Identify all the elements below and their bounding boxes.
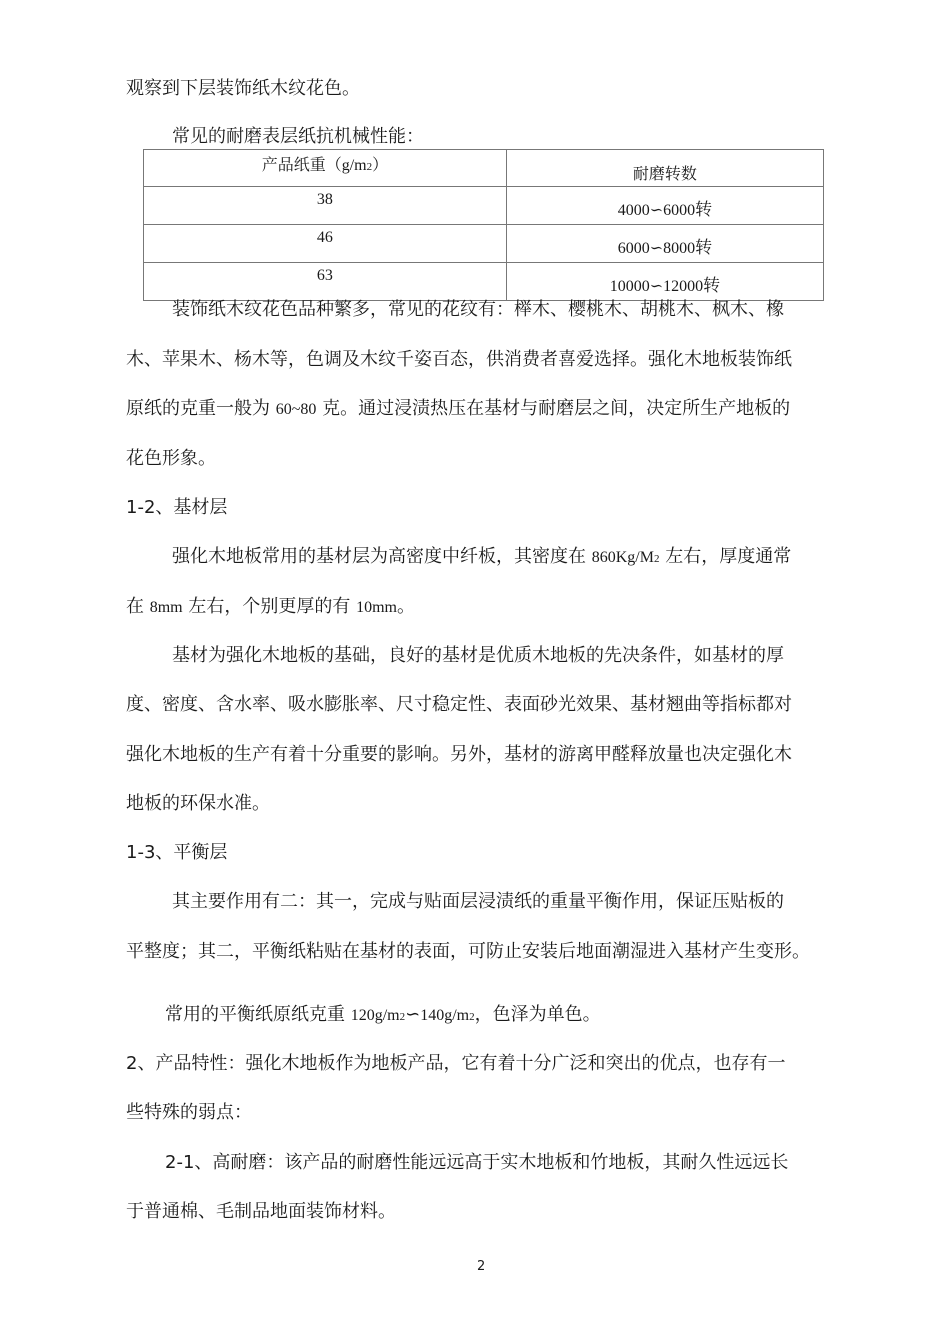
table-cell-weight: 38 [144, 187, 507, 225]
paragraph-line: 花色形象。 [126, 448, 216, 469]
table-cell-revs [506, 263, 823, 301]
paragraph-line: 地板的环保水准。 [126, 793, 270, 814]
revs-unit: 转 [695, 200, 713, 220]
number-span: 860Kg/M [591, 549, 654, 566]
section-heading-2: 2、产品特性：强化木地板作为地板产品，它有着十分广泛和突出的优点，也存有一 [126, 1053, 786, 1074]
table-cell-weight: 46 [144, 225, 507, 263]
revs-unit: 转 [703, 276, 721, 296]
paragraph-line: 于普通棉、毛制品地面装饰材料。 [126, 1201, 396, 1222]
table-row [144, 187, 824, 225]
paragraph-line: 些特殊的弱点： [126, 1102, 252, 1123]
paragraph-line [172, 545, 791, 571]
paragraph-line: 木、苹果木、杨木等，色调及木纹千姿百态，供消费者喜爱选择。强化木地板装饰纸 [126, 349, 792, 370]
text-span: 克。通过浸渍热压在基材与耐磨层之间，决定所生产地板的 [316, 398, 791, 419]
wear-resistance-table [143, 149, 824, 301]
number-span: 120g/m [350, 1007, 400, 1024]
revs-unit: 转 [695, 238, 713, 258]
paragraph-line: 度、密度、含水率、吸水膨胀率、尺寸稳定性、表面砂光效果、基材翘曲等指标都对 [126, 694, 792, 715]
number-span: 140g/m [420, 1007, 470, 1024]
header-weight-label: 产品纸重（ [261, 155, 342, 174]
text-span: 左右，个别更厚的有 [182, 596, 357, 617]
paragraph-line: 2-1、高耐磨：该产品的耐磨性能远远高于实木地板和竹地板，其耐久性远远长 [165, 1152, 789, 1173]
text-span: 常用的平衡纸原纸克重 [165, 1004, 351, 1025]
paragraph-line: 强化木地板的生产有着十分重要的影响。另外，基材的游离甲醛释放量也决定强化木 [126, 744, 792, 765]
text-span: 左右，厚度通常 [659, 546, 792, 567]
table-header-weight [144, 150, 507, 187]
paragraph-line [126, 397, 790, 422]
table-caption: 常见的耐磨表层纸抗机械性能： [172, 126, 424, 147]
header-weight-unit: g/m [341, 157, 367, 174]
revs-value: 6000∽8000 [617, 240, 696, 257]
paragraph-line [126, 595, 415, 620]
table-cell-weight: 63 [144, 263, 507, 301]
revs-value: 4000∽6000 [617, 202, 696, 219]
paragraph-line: 装饰纸木纹花色品种繁多，常见的花纹有：榉木、樱桃木、胡桃木、枫木、橡 [172, 299, 784, 320]
table-cell-revs [506, 187, 823, 225]
page-number: 2 [477, 1259, 486, 1274]
number-span: 60~80 [275, 401, 317, 418]
number-span: 8mm [149, 599, 183, 616]
header-weight-unit-sub: 2 [366, 161, 373, 173]
text-span: ∽ [405, 1004, 421, 1025]
text-span: 强化木地板常用的基材层为高密度中纤板，其密度在 [172, 546, 592, 567]
subscript-span: 2 [469, 1011, 475, 1023]
paragraph-line [165, 1003, 601, 1029]
text-span: 在 [126, 596, 150, 617]
paragraph-line: 其主要作用有二：其一，完成与贴面层浸渍纸的重量平衡作用，保证压贴板的 [172, 891, 784, 912]
subscript-span: 2 [653, 553, 660, 565]
revs-value: 10000∽12000 [609, 278, 704, 295]
table-row [144, 263, 824, 301]
header-weight-close: ） [372, 155, 389, 174]
number-span: 10mm [356, 599, 397, 616]
table-row [144, 225, 824, 263]
paragraph-line: 观察到下层装饰纸木纹花色。 [126, 78, 360, 99]
paragraph-line: 基材为强化木地板的基础，良好的基材是优质木地板的先决条件，如基材的厚 [172, 645, 784, 666]
subscript-span: 2 [399, 1011, 406, 1023]
section-heading-1-3: 1-3、平衡层 [126, 842, 228, 863]
table-header-row [144, 150, 824, 187]
table-cell-revs [506, 225, 823, 263]
text-span: 原纸的克重一般为 [126, 398, 276, 419]
text-span: 。 [396, 596, 415, 617]
table-header-revs: 耐磨转数 [506, 150, 823, 187]
section-heading-1-2: 1-2、基材层 [126, 497, 228, 518]
paragraph-line: 平整度；其二，平衡纸粘贴在基材的表面，可防止安装后地面潮湿进入基材产生变形。 [126, 941, 810, 962]
text-span: ，色泽为单色。 [474, 1004, 601, 1025]
